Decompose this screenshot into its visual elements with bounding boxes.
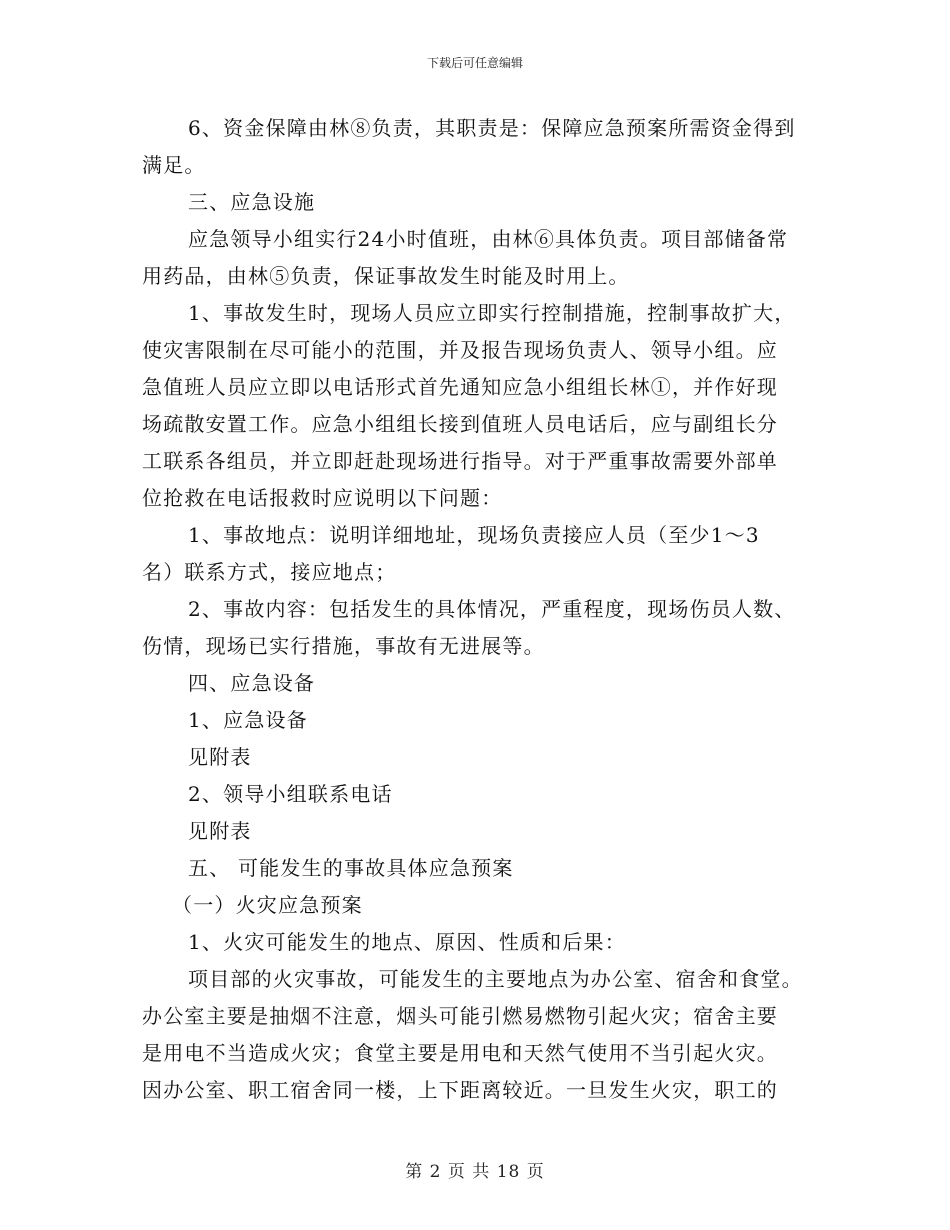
text-line: 因办公室、职工宿舍同一楼，上下距离较近。一旦发生火灾，职工的	[142, 1078, 778, 1102]
text-line: 用药品，由林⑤负责，保证事故发生时能及时用上。	[142, 264, 630, 288]
text-line: 2、事故内容：包括发生的具体情况，严重程度，现场伤员人数、	[188, 597, 796, 621]
text-line: 应急领导小组实行24小时值班，由林⑥具体负责。项目部储备常	[188, 227, 789, 251]
text-line: 见附表	[188, 819, 252, 843]
text-line: 6、资金保障由林⑧负责，其职责是：保障应急预案所需资金得到	[188, 116, 796, 140]
document-body	[142, 110, 818, 1109]
text-line: 三、应急设施	[188, 190, 316, 214]
text-line: 是用电不当造成火灾；食堂主要是用电和天然气使用不当引起火灾。	[142, 1041, 778, 1065]
text-line: 1、事故地点：说明详细地址，现场负责接应人员（至少1～3	[188, 523, 760, 547]
text-line: 四、应急设备	[188, 671, 316, 695]
text-line: 办公室主要是抽烟不注意，烟头可能引燃易燃物引起火灾；宿舍主要	[142, 1004, 778, 1028]
text-line: 满足。	[142, 153, 206, 177]
text-line: 1、事故发生时，现场人员应立即实行控制措施，控制事故扩大，	[188, 301, 796, 325]
text-line: 场疏散安置工作。应急小组组长接到值班人员电话后，应与副组长分	[142, 412, 778, 436]
text-line: 2、领导小组联系电话	[188, 782, 393, 806]
text-line: 五、 可能发生的事故具体应急预案	[188, 856, 514, 880]
text-line: 项目部的火灾事故，可能发生的主要地点为办公室、宿舍和食堂。	[188, 967, 803, 991]
page-header: 下载后可任意编辑	[426, 56, 523, 70]
page-footer: 第 2 页 共 18 页	[405, 1162, 545, 1182]
text-line: （一）火灾应急预案	[172, 893, 363, 917]
text-line: 伤情，现场已实行措施，事故有无进展等。	[142, 634, 545, 658]
text-line: 位抢救在电话报救时应说明以下问题：	[142, 486, 503, 510]
text-line: 见附表	[188, 745, 252, 769]
text-line: 1、火灾可能发生的地点、原因、性质和后果：	[188, 930, 626, 954]
text-line: 名）联系方式，接应地点；	[142, 560, 397, 584]
text-line: 急值班人员应立即以电话形式首先通知应急小组组长林①，并作好现	[142, 375, 778, 399]
text-line: 工联系各组员，并立即赶赴现场进行指导。对于严重事故需要外部单	[142, 449, 778, 473]
text-line: 使灾害限制在尽可能小的范围，并及报告现场负责人、领导小组。应	[142, 338, 778, 362]
text-line: 1、应急设备	[188, 708, 308, 732]
